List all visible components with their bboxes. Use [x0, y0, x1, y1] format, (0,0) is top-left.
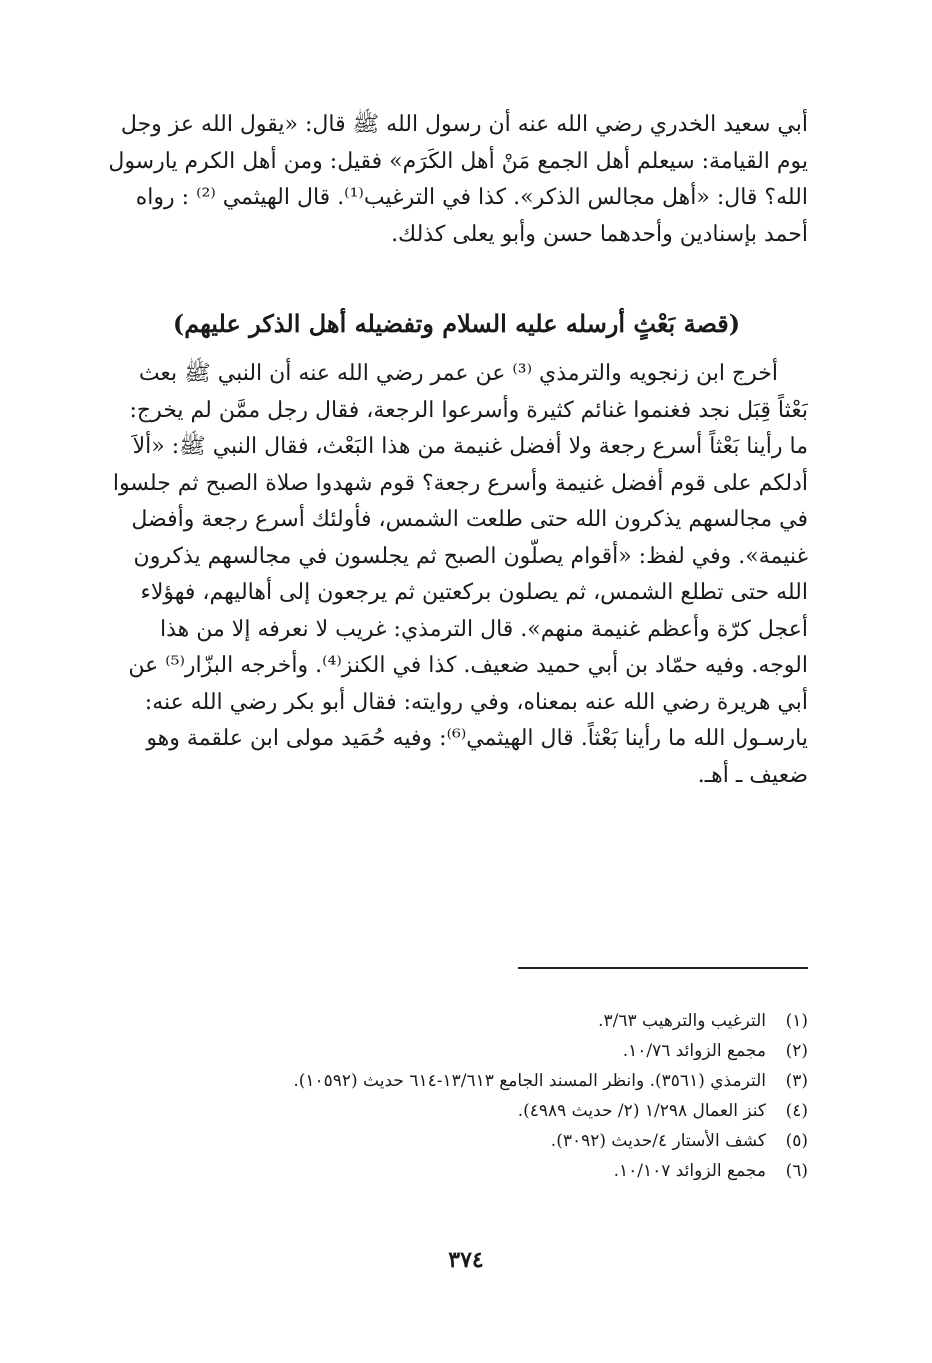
paragraph-1	[105, 107, 808, 253]
footnote-item	[105, 1066, 808, 1096]
text-line: بَعْثاً قِبَل نجد فغنموا غنائم كثيرة وأسرعوا الرجعة، فقال رجل ممَّن لم يخرج:	[129, 397, 808, 423]
footnote-number: (٤)	[785, 1101, 808, 1121]
section-heading: (قصة بَعْثٍ أرسله عليه السلام وتفضيله أهل الذكر عليهم)	[172, 309, 741, 338]
footnote-text: الترغيب والترهيب ٣/٦٣.	[598, 1011, 766, 1031]
text-line: غنيمة». وفي لفظ: «أقوام يصلُّون الصبح ثم يجلسون في مجالسهم يذكرون	[133, 543, 808, 569]
paragraph-2	[105, 356, 808, 794]
footnote-text: كشف الأستار ٤/حديث (٣٠٩٢).	[550, 1131, 766, 1151]
text-line: أحمد بإسنادين وأحدهما حسن وأبو يعلى كذلك.	[391, 221, 808, 247]
text-line: أدلكم على قوم أفضل غنيمة وأسرع رجعة؟ قوم شهدوا صلاة الصبح ثم جلسوا	[112, 470, 808, 496]
footnotes	[105, 1006, 808, 1186]
text-line: الله حتى تطلع الشمس، ثم يصلون بركعتين ثم يرجعون إلى أهاليهم، فهؤلاء	[140, 580, 808, 605]
footnote-text: كنز العمال ١/٢٩٨ (٢/ حديث ٤٩٨٩).	[517, 1101, 766, 1121]
footnote-number: (٦)	[785, 1161, 808, 1181]
footnote-text: مجمع الزوائد ١٠/١٠٧.	[613, 1161, 766, 1181]
text-line: يارسـول الله ما رأينا بَعْثاً. قال الهيثمي⁽⁶⁾: وفيه حُمَيد مولى ابن علقمة وهو	[146, 726, 808, 751]
footnote-number: (٢)	[785, 1041, 808, 1061]
footnote-item	[105, 1036, 808, 1066]
footnote-number: (٣)	[785, 1071, 808, 1091]
text-line: ضعيف ـ أهـ.	[697, 762, 808, 788]
footnote-item	[105, 1006, 808, 1036]
text-line: أبي سعيد الخدري رضي الله عنه أن رسول الله ﷺ قال: «يقول الله عز وجل	[120, 112, 808, 137]
footnote-text: الترمذي (٣٥٦١). وانظر المسند الجامع ١٣/٦١٣-٦١٤ حديث (١٠٥٩٢).	[293, 1071, 766, 1091]
text-line: أخرج ابن زنجويه والترمذي ⁽³⁾ عن عمر رضي الله عنه أن النبي ﷺ بعث	[138, 361, 778, 386]
footnote-item	[105, 1096, 808, 1126]
footnote-number: (١)	[785, 1011, 808, 1031]
page-number: ٣٧٤	[448, 1247, 484, 1273]
footnote-divider	[518, 967, 808, 969]
text-line: ما رأينا بَعْثاً أسرع رجعة ولا أفضل غنيمة من هذا البَعْث، فقال النبي ﷺ: «ألاَ	[132, 434, 808, 459]
text-line: يوم القيامة: سيعلم أهل الجمع مَنْ أهل الكَرَم» فقيل: ومن أهل الكرم يارسول	[108, 148, 808, 174]
text-line: الوجه. وفيه حمّاد بن أبي حميد ضعيف. كذا في الكنز⁽⁴⁾. وأخرجه البزّار⁽⁵⁾ عن	[128, 653, 808, 678]
footnote-number: (٥)	[785, 1131, 808, 1151]
text-line: أبي هريرة رضي الله عنه بمعناه، وفي روايته: فقال أبو بكر رضي الله عنه:	[144, 689, 808, 715]
text-line: أعجل كرّة وأعظم غنيمة منهم». قال الترمذي: غريب لا نعرفه إلا من هذا	[160, 616, 808, 642]
footnote-text: مجمع الزوائد ١٠/٧٦.	[622, 1041, 766, 1061]
footnote-item	[105, 1126, 808, 1156]
text-line: في مجالسهم يذكرون الله حتى طلعت الشمس، فأولئك أسرع رجعة وأفضل	[131, 507, 808, 532]
footnote-item	[105, 1156, 808, 1186]
text-line: الله؟ قال: «أهل مجالس الذكر». كذا في الترغيب⁽¹⁾. قال الهيثمي ⁽²⁾ : رواه	[135, 185, 808, 210]
